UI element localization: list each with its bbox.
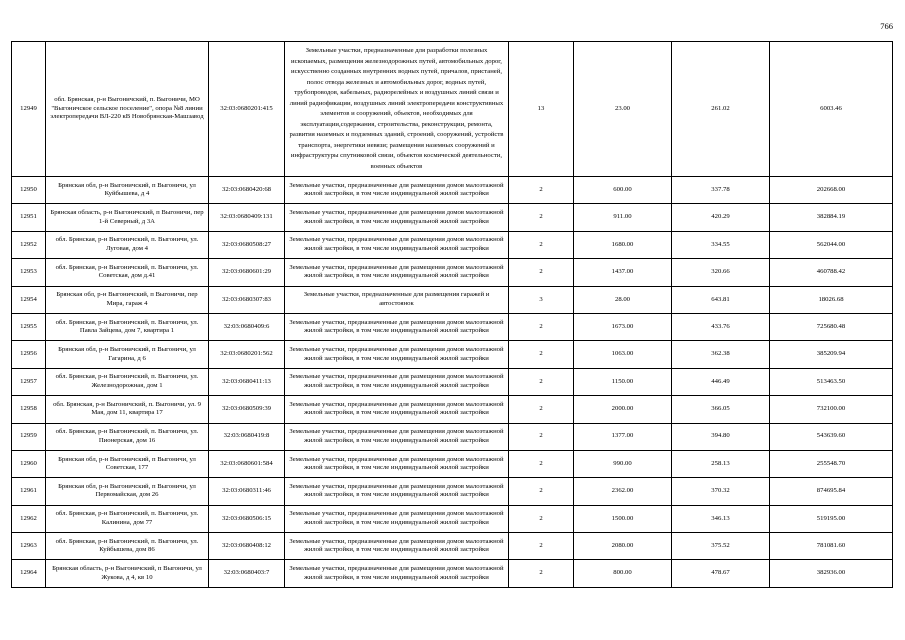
area-cell: 600.00	[574, 177, 672, 204]
address-cell: обл. Брянская, р-н Выгоничский, п. Выгоничи, ул. Советская, дом д.41	[46, 259, 209, 286]
row-number-cell: 12956	[12, 341, 46, 368]
area-cell: 911.00	[574, 204, 672, 231]
cadastral-value-cell: 202668.00	[770, 177, 893, 204]
use-group-code-cell: 2	[509, 313, 574, 340]
address-cell: обл. Брянская, р-н Выгоничский, п. Выгоничи, ул. Куйбышева, дом 86	[46, 533, 209, 560]
cadastral-number-cell: 32:03:0680508:27	[209, 231, 285, 258]
land-use-purpose-cell: Земельные участки, предназначенные для размещения домов малоэтажной жилой застройки, в том числе индивидуальной жилой застройки	[285, 259, 509, 286]
cadastral-value-cell: 382936.00	[770, 560, 893, 587]
specific-cadastral-value-cell: 320.66	[672, 259, 770, 286]
land-use-purpose-cell: Земельные участки, предназначенные для размещения гаражей и автостоянок	[285, 286, 509, 313]
address-cell: Брянская обл, р-н Выгоничский, п Выгоничи, пер Мира, гараж 4	[46, 286, 209, 313]
cadastral-value-cell: 513463.50	[770, 368, 893, 395]
land-use-purpose-cell: Земельные участки, предназначенные для размещения домов малоэтажной жилой застройки, в том числе индивидуальной жилой застройки	[285, 450, 509, 477]
area-cell: 1680.00	[574, 231, 672, 258]
use-group-code-cell: 2	[509, 368, 574, 395]
land-use-purpose-cell: Земельные участки, предназначенные для размещения домов малоэтажной жилой застройки, в том числе индивидуальной жилой застройки	[285, 177, 509, 204]
address-cell: обл. Брянская, р-н Выгоничский, п. Выгоничи, ул. 9 Мая, дом 11, квартира 17	[46, 396, 209, 423]
land-use-purpose-cell: Земельные участки, предназначенные для размещения домов малоэтажной жилой застройки, в том числе индивидуальной жилой застройки	[285, 341, 509, 368]
specific-cadastral-value-cell: 420.29	[672, 204, 770, 231]
row-number-cell: 12950	[12, 177, 46, 204]
address-cell: Брянская область, р-н Выгоничский, п Выгоничи, ул Жукова, д 4, кв 10	[46, 560, 209, 587]
area-cell: 1673.00	[574, 313, 672, 340]
address-cell: Брянская обл, р-н Выгоничский, п Выгоничи, ул Первомайская, дом 26	[46, 478, 209, 505]
address-cell: Брянская обл, р-н Выгоничский, п Выгоничи, ул Гагарина, д 6	[46, 341, 209, 368]
land-use-purpose-cell: Земельные участки, предназначенные для размещения домов малоэтажной жилой застройки, в том числе индивидуальной жилой застройки	[285, 368, 509, 395]
specific-cadastral-value-cell: 478.67	[672, 560, 770, 587]
use-group-code-cell: 2	[509, 423, 574, 450]
row-number-cell: 12961	[12, 478, 46, 505]
land-use-purpose-cell: Земельные участки, предназначенные для размещения домов малоэтажной жилой застройки, в том числе индивидуальной жилой застройки	[285, 231, 509, 258]
cadastral-number-cell: 32:03:0680601:584	[209, 450, 285, 477]
land-use-purpose-cell: Земельные участки, предназначенные для размещения домов малоэтажной жилой застройки, в том числе индивидуальной жилой застройки	[285, 533, 509, 560]
cadastral-value-cell: 543639.60	[770, 423, 893, 450]
use-group-code-cell: 2	[509, 478, 574, 505]
specific-cadastral-value-cell: 394.80	[672, 423, 770, 450]
cadastral-number-cell: 32:03:0680411:13	[209, 368, 285, 395]
cadastral-number-cell: 32:03:0680201:415	[209, 42, 285, 177]
land-use-purpose-cell: Земельные участки, предназначенные для размещения домов малоэтажной жилой застройки, в том числе индивидуальной жилой застройки	[285, 560, 509, 587]
table-row	[12, 396, 893, 423]
cadastral-value-cell: 562044.00	[770, 231, 893, 258]
land-use-purpose-cell: Земельные участки, предназначенные для размещения домов малоэтажной жилой застройки, в том числе индивидуальной жилой застройки	[285, 313, 509, 340]
cadastral-number-cell: 32:03:0680506:15	[209, 505, 285, 532]
row-number-cell: 12959	[12, 423, 46, 450]
table-row	[12, 259, 893, 286]
specific-cadastral-value-cell: 334.55	[672, 231, 770, 258]
specific-cadastral-value-cell: 346.13	[672, 505, 770, 532]
table-row	[12, 505, 893, 532]
area-cell: 2362.00	[574, 478, 672, 505]
land-use-purpose-cell: Земельные участки, предназначенные для размещения домов малоэтажной жилой застройки, в том числе индивидуальной жилой застройки	[285, 478, 509, 505]
area-cell: 1500.00	[574, 505, 672, 532]
address-cell: Брянская обл, р-н Выгоничский, п Выгоничи, ул Куйбышева, д 4	[46, 177, 209, 204]
specific-cadastral-value-cell: 337.78	[672, 177, 770, 204]
specific-cadastral-value-cell: 261.02	[672, 42, 770, 177]
row-number-cell: 12953	[12, 259, 46, 286]
cadastral-number-cell: 32:03:0680509:39	[209, 396, 285, 423]
address-cell: обл. Брянская, р-н Выгоничский, п. Выгоничи, ул. Павла Зайцева, дом 7, квартира 1	[46, 313, 209, 340]
specific-cadastral-value-cell: 370.32	[672, 478, 770, 505]
table-row	[12, 286, 893, 313]
address-cell: обл. Брянская, р-н Выгоничский, п. Выгоничи, МО "Выгоничское сельское поселение", опора №8 линии электропередачи ВЛ-220 кВ Новобрянская-Машзавод	[46, 42, 209, 177]
cadastral-value-cell: 18026.68	[770, 286, 893, 313]
use-group-code-cell: 2	[509, 231, 574, 258]
area-cell: 2080.00	[574, 533, 672, 560]
cadastral-number-cell: 32:03:0680307:83	[209, 286, 285, 313]
row-number-cell: 12951	[12, 204, 46, 231]
area-cell: 990.00	[574, 450, 672, 477]
area-cell: 1150.00	[574, 368, 672, 395]
specific-cadastral-value-cell: 446.49	[672, 368, 770, 395]
address-cell: обл. Брянская, р-н Выгоничский, п. Выгоничи, ул. Луговая, дом 4	[46, 231, 209, 258]
address-cell: обл. Брянская, р-н Выгоничский, п. Выгоничи, ул. Железнодорожная, дом 1	[46, 368, 209, 395]
cadastral-number-cell: 32:03:0680601:29	[209, 259, 285, 286]
row-number-cell: 12963	[12, 533, 46, 560]
page-number: 766	[880, 21, 893, 31]
specific-cadastral-value-cell: 375.52	[672, 533, 770, 560]
table-row	[12, 368, 893, 395]
specific-cadastral-value-cell: 258.13	[672, 450, 770, 477]
use-group-code-cell: 2	[509, 259, 574, 286]
table-row	[12, 560, 893, 587]
row-number-cell: 12958	[12, 396, 46, 423]
cadastral-value-cell: 6003.46	[770, 42, 893, 177]
cadastral-number-cell: 32:03:0680420:68	[209, 177, 285, 204]
cadastral-number-cell: 32:03:0680419:8	[209, 423, 285, 450]
cadastral-number-cell: 32:03:0680201:562	[209, 341, 285, 368]
row-number-cell: 12952	[12, 231, 46, 258]
use-group-code-cell: 2	[509, 560, 574, 587]
row-number-cell: 12949	[12, 42, 46, 177]
address-cell: Брянская область, р-н Выгоничский, п Выгоничи, пер 1-й Северный, д 3А	[46, 204, 209, 231]
use-group-code-cell: 2	[509, 505, 574, 532]
land-use-purpose-cell: Земельные участки, предназначенные для разработки полезных ископаемых, размещения железнодорожных путей, автомобильных дорог, искусственно созданных внутренних водных путей, причалов, пристаней, полос отвода железных и автомобильных дорог, водных путей, трубопроводов, кабельных, радиорелейных и воздушных линий связи и линий радиофикации, воздушных линий электропередачи конструктивных элементов и сооружений, объектов, необходимых для эксплуатации,содержания, строительства, реконструкции, ремонта, развития наземных и подземных зданий, строений, сооружений, устройств транспорта, энергетики иевязи; размещения наземных сооружений и инфраструктуры спутниковой связи, объектов космической деятельности, военных объектов	[285, 42, 509, 177]
area-cell: 1063.00	[574, 341, 672, 368]
cadastral-number-cell: 32:03:0680311:46	[209, 478, 285, 505]
row-number-cell: 12955	[12, 313, 46, 340]
area-cell: 28.00	[574, 286, 672, 313]
address-cell: обл. Брянская, р-н Выгоничский, п. Выгоничи, ул. Калинина, дом 77	[46, 505, 209, 532]
cadastral-value-cell: 460788.42	[770, 259, 893, 286]
specific-cadastral-value-cell: 433.76	[672, 313, 770, 340]
cadastral-number-cell: 32:03:0680408:12	[209, 533, 285, 560]
use-group-code-cell: 3	[509, 286, 574, 313]
table-row	[12, 42, 893, 177]
row-number-cell: 12964	[12, 560, 46, 587]
address-cell: Брянская обл, р-н Выгоничский, п Выгоничи, ул Советская, 177	[46, 450, 209, 477]
table-row	[12, 450, 893, 477]
table-row	[12, 313, 893, 340]
cadastral-value-cell: 385209.94	[770, 341, 893, 368]
specific-cadastral-value-cell: 366.05	[672, 396, 770, 423]
row-number-cell: 12962	[12, 505, 46, 532]
use-group-code-cell: 2	[509, 533, 574, 560]
use-group-code-cell: 2	[509, 396, 574, 423]
cadastral-value-cell: 874695.84	[770, 478, 893, 505]
cadastral-value-cell: 781081.60	[770, 533, 893, 560]
land-use-purpose-cell: Земельные участки, предназначенные для размещения домов малоэтажной жилой застройки, в том числе индивидуальной жилой застройки	[285, 204, 509, 231]
row-number-cell: 12954	[12, 286, 46, 313]
cadastral-number-cell: 32:03:0680409:6	[209, 313, 285, 340]
cadastral-value-cell: 725680.48	[770, 313, 893, 340]
cadastral-value-cell: 382884.19	[770, 204, 893, 231]
land-use-purpose-cell: Земельные участки, предназначенные для размещения домов малоэтажной жилой застройки, в том числе индивидуальной жилой застройки	[285, 505, 509, 532]
land-use-purpose-cell: Земельные участки, предназначенные для размещения домов малоэтажной жилой застройки, в том числе индивидуальной жилой застройки	[285, 423, 509, 450]
specific-cadastral-value-cell: 362.38	[672, 341, 770, 368]
land-use-purpose-cell: Земельные участки, предназначенные для размещения домов малоэтажной жилой застройки, в том числе индивидуальной жилой застройки	[285, 396, 509, 423]
row-number-cell: 12957	[12, 368, 46, 395]
area-cell: 800.00	[574, 560, 672, 587]
cadastral-number-cell: 32:03:0680403:7	[209, 560, 285, 587]
table-row	[12, 533, 893, 560]
table-row	[12, 478, 893, 505]
use-group-code-cell: 2	[509, 341, 574, 368]
area-cell: 2000.00	[574, 396, 672, 423]
table-row	[12, 423, 893, 450]
use-group-code-cell: 2	[509, 204, 574, 231]
table-row	[12, 177, 893, 204]
area-cell: 1377.00	[574, 423, 672, 450]
row-number-cell: 12960	[12, 450, 46, 477]
cadastral-value-cell: 732100.00	[770, 396, 893, 423]
use-group-code-cell: 13	[509, 42, 574, 177]
table-row	[12, 341, 893, 368]
address-cell: обл. Брянская, р-н Выгоничский, п. Выгоничи, ул. Пионерская, дом 16	[46, 423, 209, 450]
use-group-code-cell: 2	[509, 177, 574, 204]
table-body	[12, 42, 893, 588]
table-row	[12, 231, 893, 258]
area-cell: 1437.00	[574, 259, 672, 286]
table-row	[12, 204, 893, 231]
specific-cadastral-value-cell: 643.81	[672, 286, 770, 313]
land-registry-table	[11, 41, 893, 588]
cadastral-value-cell: 519195.00	[770, 505, 893, 532]
use-group-code-cell: 2	[509, 450, 574, 477]
cadastral-value-cell: 255548.70	[770, 450, 893, 477]
area-cell: 23.00	[574, 42, 672, 177]
cadastral-number-cell: 32:03:0680409:131	[209, 204, 285, 231]
